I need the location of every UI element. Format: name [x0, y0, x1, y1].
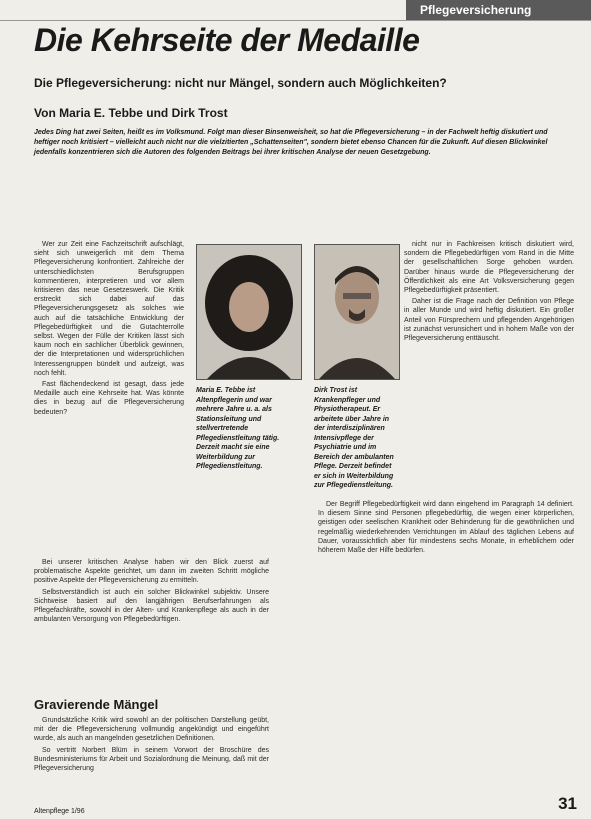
page-number: 31	[558, 794, 577, 813]
article-subtitle: Die Pflegeversicherung: nicht nur Mängel, sondern auch Möglichkeiten?	[34, 76, 447, 90]
paragraph: Grundsätzliche Kritik wird sowohl an der politischen Darstellung geübt, mit der die Pflegeversicherung vollmundig angekündigt und eingeführt wurde, als auch an mangelnden gesetzlichen Definitionen.	[34, 717, 269, 743]
article-lead: Jedes Ding hat zwei Seiten, heißt es im Volksmund. Folgt man dieser Binsenweisheit, so hat die Pflegeversicherung – in der Fachwelt heftig diskutiert und heftiger noch kritisiert – vielleicht auch nicht nur die vielzitierten „Schattenseiten", sondern bietet ebenso Chancen für die Zukunft. Auf diesen Blickwinkel jedenfalls konzentrieren sich die Autoren des folgenden Beitrags bei ihrer kritischen Analyse der neuen Gesetzgebung.	[34, 129, 548, 156]
right-column	[404, 240, 574, 345]
author-photo-maria-tebbe	[196, 244, 302, 380]
article-byline: Von Maria E. Tebbe und Dirk Trost	[34, 106, 228, 120]
paragraph: Wer zur Zeit eine Fachzeitschrift aufschlägt, sieht sich unweigerlich mit dem Thema Pflegeversicherung konfrontiert. Zahlreiche der unterschiedlichsten Berufsgruppen kommentieren, interpretieren und vor allem kritisieren das neue Gesetzeswerk. Die Kritik erstreckt sich dabei auf das Pflegeversicherungsgesetz als solches wie auch auf die tatsächliche Entwicklung der Pflegebedürftigkeit und die Gutachterrolle selbst. Wegen der Fülle der Kritiken lässt sich kaum noch ein sachlicher Überblick gewinnen, der die Interpretationen und widersprüchlichen Interessengruppen bündelt und aufzeigt, was noch fehlt.	[34, 241, 184, 377]
article-title: Die Kehrseite der Medaille	[34, 22, 420, 58]
paragraph: Daher ist die Frage nach der Definition von Pflege in aller Munde und wird heftig diskutiert. Ein großer Anteil von Fürsprechern und pflegenden Angehörigen ist zunächst verunsichert und in hohem Maße von der Pflegeversicherung enttäuscht.	[404, 298, 574, 343]
bottom-left-column	[34, 558, 269, 626]
paragraph: nicht nur in Fachkreisen kritisch diskutiert wird, sondern die Pflegebedürftigen vom Rand in die Mitte der gesellschaftlichen Sorge gehoben wurden. Darüber hinaus wurde die Pflegeversicherung der Öffentlichkeit als eine Art Volksversicherung gegen Pflegebedürftigkeit präsentiert.	[404, 241, 574, 295]
portrait-woman-icon	[197, 245, 301, 379]
photo-caption-tebbe: Maria E. Tebbe ist Altenpflegerin und war mehrere Jahre u. a. als Stationsleitung und stellvertretende Pflegedienstleitung tätig. Derzeit macht sie eine Weiterbildung zur Pflegedienstleitung.	[196, 387, 280, 470]
paragraph: Selbstverständlich ist auch ein solcher Blickwinkel subjektiv. Unsere Sichtweise basiert auf den langjährigen Berufserfahrungen als Pflegefachkräfte, sowohl in der Alten- und Krankenpflege als auch in der ambulanten Versorgung von Pflegebedürftigen.	[34, 588, 269, 624]
portrait-man-icon	[315, 245, 399, 379]
section-tag: Pflegeversicherung	[406, 0, 591, 20]
author-photo-dirk-trost	[314, 244, 400, 380]
paragraph: Der Begriff Pflegebedürftigkeit wird dann eingehend im Paragraph 14 definiert. In diesem Sinne sind Personen pflegebedürftig, die wegen einer körperlichen, geistigen oder seelischen Krankheit oder Behinderung für die gewöhnlichen und regelmäßig wiederkehrenden Verrichtungen im Ablauf des täglichen Lebens auf Dauer, voraussichtlich aber für mindestens sechs Monate, in erheblichem oder höherem Maße der Hilfe bedürfen.	[318, 501, 574, 555]
top-rule	[0, 20, 591, 21]
photo-caption-trost: Dirk Trost ist Krankenpfleger und Physiotherapeut. Er arbeitete über Jahre in der interdisziplinären Intensivpflege der Psychiatrie und im Bereich der ambulanten Pflege. Derzeit befindet er sich in Weiterbildung zur Pflegedienstleitung.	[314, 387, 394, 489]
paragraph: Fast flächendeckend ist gesagt, dass jede Medaille auch eine Kehrseite hat. Was könnte dies in bezug auf die Pflegeversicherung bedeuten?	[34, 381, 184, 416]
continuation-column	[318, 500, 574, 557]
paragraph: So vertritt Norbert Blüm in seinem Vorwort der Broschüre des Bundesministeriums für Arbeit und Sozialordnung die Meinung, daß mit der Pflegeversicherung	[34, 746, 269, 773]
section-heading: Gravierende Mängel	[34, 697, 159, 712]
footer-issue: Altenpflege 1/96	[34, 808, 85, 815]
left-column	[34, 240, 184, 419]
paragraph: Bei unserer kritischen Analyse haben wir den Blick zuerst auf problematische Aspekte gerichtet, um dann im zweiten Schritt mögliche positive Aspekte der Pflegeversicherung zu ermitteln.	[34, 559, 269, 585]
heading-column	[34, 716, 269, 775]
